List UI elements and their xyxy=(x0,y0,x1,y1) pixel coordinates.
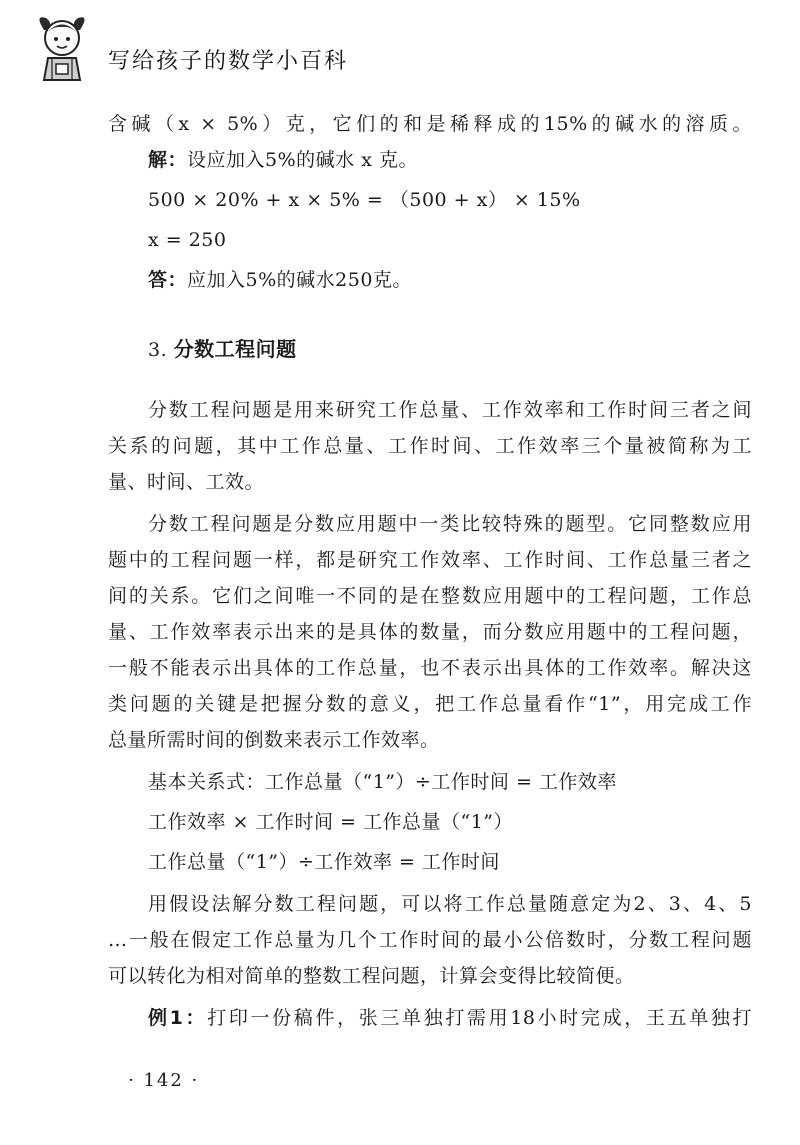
paragraph-2-line-1: 分数工程问题是分数应用题中一类比较特殊的题型。它同整数应用 xyxy=(148,513,752,535)
answer-line xyxy=(148,264,752,296)
formula-3: 工作总量（“1”）÷工作效率 = 工作时间 xyxy=(148,851,500,873)
example-label: 例1： xyxy=(148,1007,208,1029)
paragraph-2-line-2: 题中的工程问题一样，都是研究工作效率、工作时间、工作总量三者之 xyxy=(108,549,752,571)
paragraph-2-line-4: 量、工作效率表示出来的是具体的数量，而分数应用题中的工程问题， xyxy=(108,621,752,643)
page-header xyxy=(22,8,442,88)
paragraph-1-line-1: 分数工程问题是用来研究工作总量、工作效率和工作时间三者之间 xyxy=(148,399,752,421)
paragraph-2-line-7: 总量所需时间的倒数来表示工作效率。 xyxy=(108,729,440,751)
girl-with-pigtails-icon xyxy=(22,8,102,88)
paragraph-2-line-5: 一般不能表示出具体的工作总量，也不表示出具体的工作效率。解决这 xyxy=(108,657,752,679)
equation-1: 500 × 20% + x × 5% = （500 + x） × 15% xyxy=(148,189,581,211)
section-heading xyxy=(148,333,752,365)
solution-line xyxy=(148,144,752,176)
formula-basic: 基本关系式：工作总量（“1”）÷工作时间 = 工作效率 xyxy=(148,771,617,793)
formula-2: 工作效率 × 工作时间 = 工作总量（“1”） xyxy=(148,811,514,833)
paragraph-2-line-6: 类问题的关键是把握分数的意义，把工作总量看作“1”，用完成工作 xyxy=(108,693,752,715)
section-number: 3. xyxy=(148,339,168,361)
equation-2: x = 250 xyxy=(148,229,227,251)
solution-text: 设应加入5%的碱水 x 克。 xyxy=(187,149,418,171)
paragraph-3-line-3: 可以转化为相对简单的整数工程问题，计算会变得比较简便。 xyxy=(108,965,635,987)
continued-line: 含碱（x × 5%）克，它们的和是稀释成的15%的碱水的溶质。 xyxy=(108,113,752,135)
paragraph-2-line-3: 间的关系。它们之间唯一不同的是在整数应用题中的工程问题，工作总 xyxy=(108,585,752,607)
example-text: 打印一份稿件，张三单独打需用18小时完成，王五单独打 xyxy=(207,1007,752,1029)
example-line xyxy=(148,1002,752,1034)
solution-label: 解： xyxy=(148,149,188,171)
paragraph-3-line-1: 用假设法解分数工程问题，可以将工作总量随意定为2、3、4、5 xyxy=(148,893,752,915)
answer-label: 答： xyxy=(148,269,188,291)
book-title: 写给孩子的数学小百科 xyxy=(108,49,349,74)
paragraph-1-line-2: 关系的问题，其中工作总量、工作时间、工作效率三个量被简称为工 xyxy=(108,435,752,457)
paragraph-1-line-3: 量、时间、工效。 xyxy=(108,471,265,493)
section-title: 分数工程问题 xyxy=(173,337,297,361)
answer-text: 应加入5%的碱水250克。 xyxy=(187,269,412,291)
page-number: · 142 · xyxy=(128,1070,200,1091)
paragraph-3-line-2: …一般在假定工作总量为几个工作时间的最小公倍数时，分数工程问题 xyxy=(108,929,752,951)
